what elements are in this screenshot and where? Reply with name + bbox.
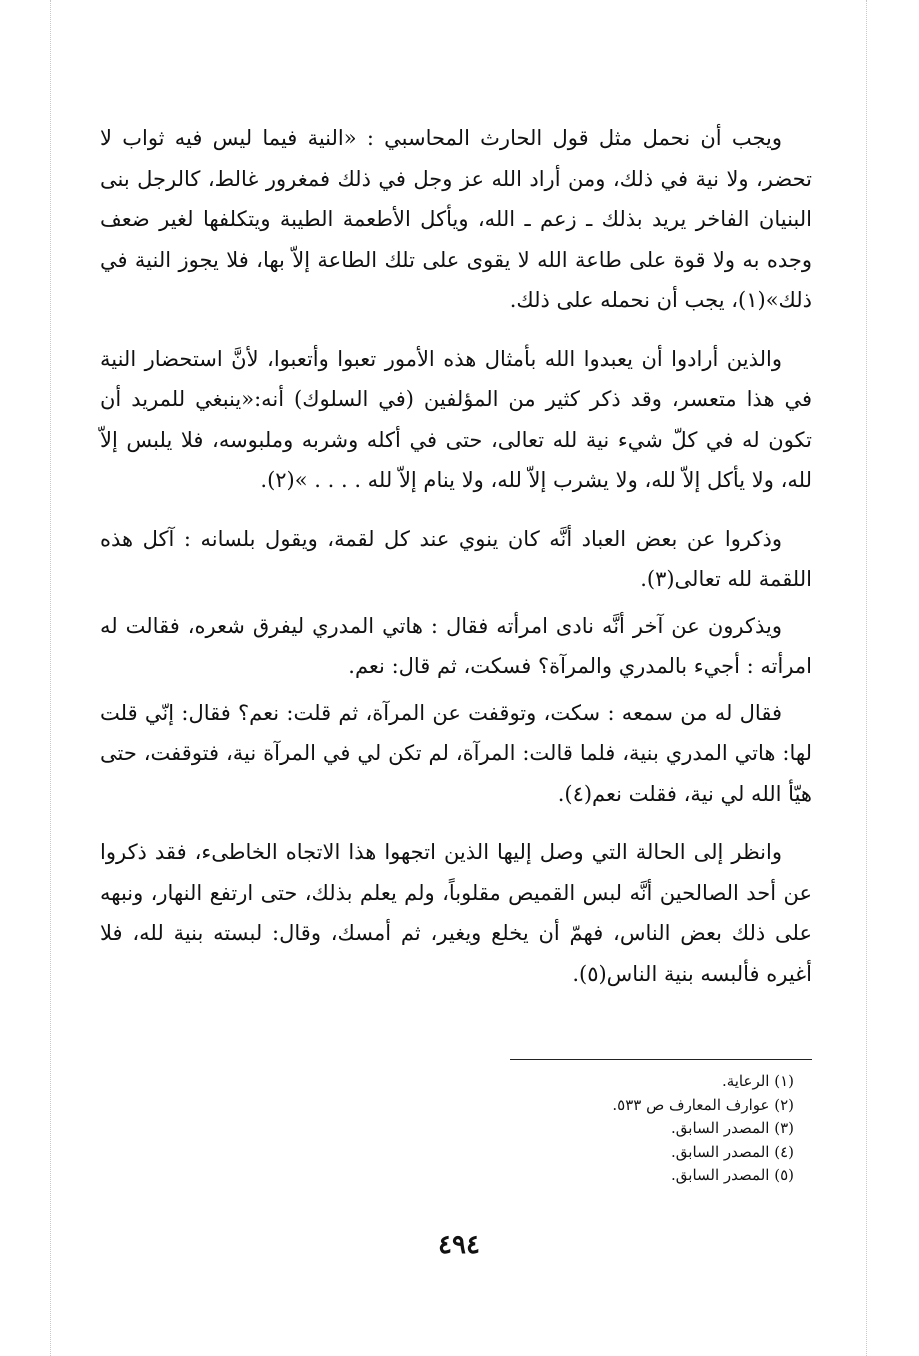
paragraph-inverted-shirt: وانظر إلى الحالة التي وصل إليها الذين اتجهوا هذا الاتجاه الخاطىء، فقد ذكروا عن أحد الصالحين أنَّه لبس القميص مقلوباً، ولم يعلم بذلك، حتى ارتفع النهار، ونبهه على ذلك بعض الناس، فهمّ أن يخلع ويغير، ثم أمسك، وقال: لبسته بنية لله، فلا أغيره فألبسه بنية الناس(٥).	[100, 840, 812, 986]
paragraph-muhasibi: ويجب أن نحمل مثل قول الحارث المحاسبي : «النية فيما ليس فيه ثواب لا تحضر، ولا نية في ذلك، ومن أراد الله عز وجل في ذلك فمغرور غالط، كالرجل بنى البنيان الفاخر يريد بذلك ـ زعم ـ الله، ويأكل الأطعمة الطيبة ويتكلفها لغير ضعف وجده به ولا قوة على طاعة الله لا يقوى على تلك الطاعة إلاّ بها، فلا يجوز النية في ذلك»(١)، يجب أن نحمله على ذلك.	[100, 126, 812, 312]
footnote-2: (٢) عوارف المعارف ص ٥٣٣.	[612, 1095, 794, 1114]
paragraph-each-morsel: وذكروا عن بعض العباد أنَّه كان ينوي عند كل لقمة، ويقول بلسانه : آكل هذه اللقمة لله تعالى(٣).	[100, 526, 812, 591]
main-text	[100, 118, 812, 1012]
footnote-1: (١) الرعاية.	[721, 1072, 794, 1090]
footnotes	[450, 1070, 794, 1188]
page-number: ٤٩٤	[438, 1230, 480, 1260]
footnote-separator	[510, 1059, 812, 1060]
footnote-5: (٥) المصدر السابق.	[671, 1166, 794, 1184]
paragraph-intention-difficulty: والذين أرادوا أن يعبدوا الله بأمثال هذه الأمور تعبوا وأتعبوا، لأنَّ استحضار النية في هذا متعسر، وقد ذكر كثير من المؤلفين (في السلوك) أنه:«ينبغي للمريد أن تكون له في كلّ شيء نية لله تعالى، حتى في أكله وشربه وملبوسه، فلا يلبس إلاّ لله، ولا يأكل إلاّ لله، ولا يشرب إلاّ لله، ولا ينام إلاّ لله . . . . »(٢).	[100, 346, 812, 492]
footnote-4: (٤) المصدر السابق.	[671, 1142, 794, 1161]
paragraph-reply: فقال له من سمعه : سكت، وتوقفت عن المرآة، ثم قلت: نعم؟ فقال: إنّي قلت لها: هاتي المدري بنية، فلما قالت: المرآة، لم تكن لي في المرآة نية، فتوقفت، حتى هيّأ الله لي نية، فقلت نعم(٤).	[100, 700, 812, 806]
scan-margin-right	[866, 0, 867, 1356]
paragraph-comb-and-mirror: ويذكرون عن آخر أنَّه نادى امرأته فقال : هاتي المدري ليفرق شعره، فقالت له امرأته : أجيء بالمدري والمرآة؟ فسكت، ثم قال: نعم.	[100, 613, 812, 678]
footnote-3: (٣) المصدر السابق.	[671, 1119, 794, 1137]
scan-margin-left	[50, 0, 51, 1356]
